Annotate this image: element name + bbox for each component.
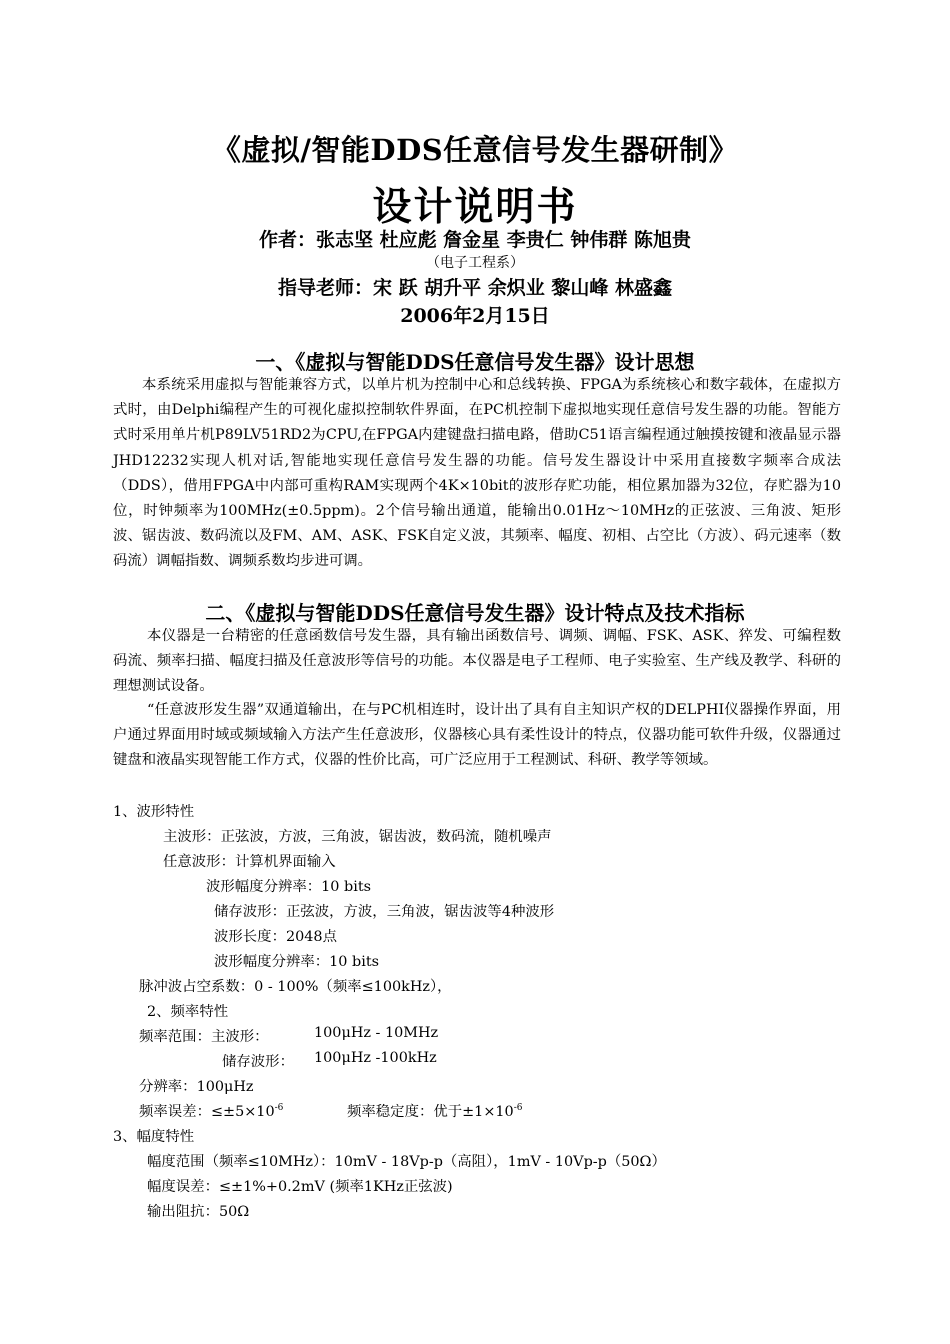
section1-heading: 一、《虚拟与智能DDS任意信号发生器》设计思想: [255, 350, 695, 374]
section2-heading: 二、《虚拟与智能DDS任意信号发生器》设计特点及技术指标: [205, 601, 745, 625]
amp-error-line: 幅度误差：≤±1%+0.2mV (频率1KHz正弦波): [147, 1179, 453, 1195]
authors-line: 作者：张志坚 杜应彪 詹金星 李贵仁 钟伟群 陈旭贵: [258, 229, 692, 251]
arb-resolution-line: 波形幅度分辨率：10 bits: [206, 879, 371, 895]
arb-waveform-line: 任意波形：计算机界面输入: [163, 854, 336, 870]
freq-error-exponent: -6: [274, 1103, 284, 1114]
output-impedance-line: 输出阻抗：50Ω: [147, 1204, 250, 1220]
stored-waveform-line: 储存波形：正弦波，方波，三角波，锯齿波等4种波形: [214, 904, 555, 920]
freq-range-label: 频率范围：主波形：: [139, 1029, 269, 1045]
stored-resolution-line: 波形幅度分辨率：10 bits: [214, 954, 379, 970]
section1-paragraph: 本系统采用虚拟与智能兼容方式，以单片机为控制中心和总线转换、FPGA为系统核心和数字载体，在虚拟方式时，由Delphi编程产生的可视化虚拟控制软件界面，在PC机控制下虚拟地实现任意信号发生器的功能。智能方式时采用单片机P89LV51RD2为CPU,在FPGA内建键盘扫描电路，借助C51语言编程通过触摸按键和液晶显示器JHD12232实现人机对话,智能地实现任意信号发生器的功能。信号发生器设计中采用直接数字频率合成法（DDS），借用FPGA中内部可重构RAM实现两个4K×10bit的波形存贮功能，相位累加器为32位，存贮器为10位，时钟频率为100MHz(±0.5ppm)。2个信号输出通道，能输出0.01Hz～10MHz的正弦波、三角波、矩形波、锯齿波、数码流以及FM、AM、ASK、FSK自定义波，其频率、幅度、初相、占空比（方波）、码元速率（数码流）调幅指数、调频系数均步进可调。: [113, 377, 841, 570]
advisors-line: 指导老师：宋 跃 胡升平 余炽业 黎山峰 林盛鑫: [277, 277, 673, 299]
freq-range-main-value: 100μHz - 10MHz: [314, 1025, 439, 1041]
freq-error-text: 频率误差：≤±5×10: [139, 1104, 275, 1120]
section2-paragraph-1: 本仪器是一台精密的任意函数信号发生器，具有输出函数信号、调频、调幅、FSK、ASK、猝发、可编程数码流、频率扫描、幅度扫描及任意波形等信号的功能。本仪器是电子工程师、电子实验室、生产线及教学、科研的理想测试设备。: [113, 628, 841, 695]
department-line: （电子工程系）: [426, 255, 524, 271]
freq-range-stored-value: 100μHz -100kHz: [314, 1050, 437, 1066]
waveform-length-line: 波形长度：2048点: [214, 929, 337, 945]
freq-range-stored-label: 储存波形：: [222, 1054, 294, 1070]
resolution-line: 分辨率：100μHz: [139, 1079, 254, 1095]
document-title: 《虚拟/智能DDS任意信号发生器研制》: [211, 133, 739, 167]
duty-cycle-line: 脉冲波占空系数：0 - 100%（频率≤100kHz），: [139, 979, 452, 995]
waveform-heading: 1、波形特性: [113, 804, 195, 820]
amplitude-heading: 3、幅度特性: [113, 1129, 195, 1145]
frequency-heading: 2、频率特性: [147, 1004, 229, 1020]
main-waveform-line: 主波形：正弦波，方波，三角波，锯齿波，数码流，随机噪声: [163, 829, 552, 845]
date-line: 2006年2月15日: [400, 305, 550, 327]
freq-stability-text: 频率稳定度：优于±1×10: [347, 1104, 514, 1120]
amp-range-line: 幅度范围（频率≤10MHz）：10mV - 18Vp-p（高阻），1mV - 10Vp-p（50Ω）: [147, 1154, 666, 1170]
freq-error-line: [139, 1100, 283, 1121]
document-subtitle: 设计说明书: [372, 184, 578, 230]
section2-paragraph-2: “任意波形发生器”双通道输出，在与PC机相连时，设计出了具有自主知识产权的DELPHI仪器操作界面，用户通过界面用时域或频域输入方法产生任意波形，仪器核心具有柔性设计的特点，仪器功能可软件升级，仪器通过键盘和液晶实现智能工作方式，仪器的性价比高，可广泛应用于工程测试、科研、教学等领域。: [113, 702, 841, 769]
freq-stability-exponent: -6: [513, 1103, 523, 1114]
freq-stability-line: [347, 1100, 523, 1121]
